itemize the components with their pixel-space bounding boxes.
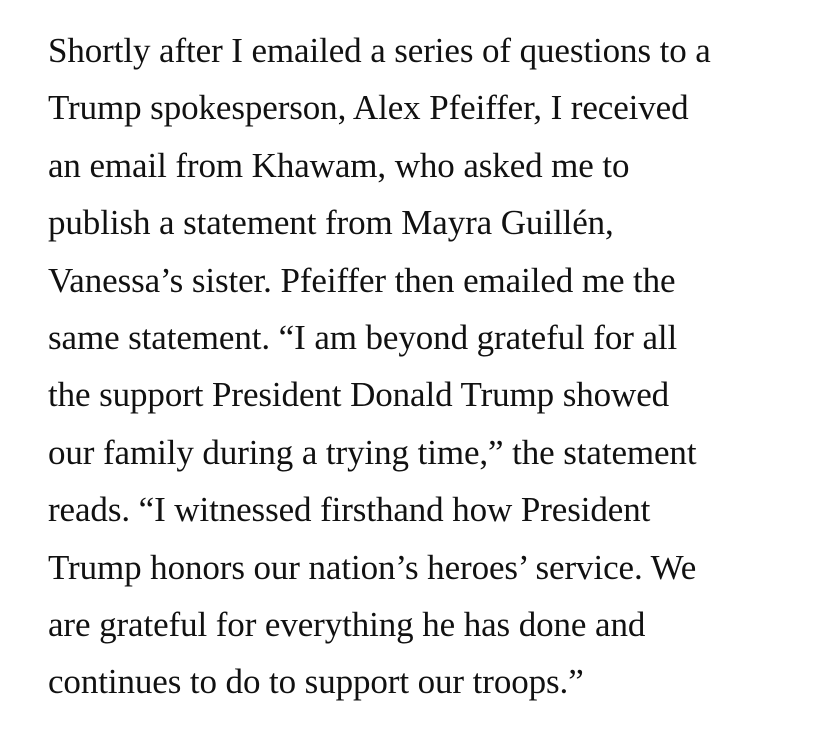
paragraph-line: Trump honors our nation’s heroes’ service. We xyxy=(48,547,697,587)
paragraph-line: an email from Khawam, who asked me to xyxy=(48,145,630,185)
paragraph-line: Trump spokesperson, Alex Pfeiffer, I received xyxy=(48,88,689,128)
paragraph-line: Vanessa’s sister. Pfeiffer then emailed me the xyxy=(48,260,676,300)
paragraph-line: reads. “I witnessed firsthand how President xyxy=(48,490,651,530)
paragraph-line: continues to do to support our troops.” xyxy=(48,662,584,702)
paragraph-line: Shortly after I emailed a series of questions to a xyxy=(48,31,711,70)
paragraph-line: our family during a trying time,” the statement xyxy=(48,432,697,472)
article-paragraph xyxy=(48,22,818,711)
paragraph-line: publish a statement from Mayra Guillén, xyxy=(48,203,614,243)
paragraph-line: are grateful for everything he has done and xyxy=(48,605,646,645)
paragraph-line: same statement. “I am beyond grateful for all xyxy=(48,318,678,358)
paragraph-line: the support President Donald Trump showed xyxy=(48,375,670,415)
